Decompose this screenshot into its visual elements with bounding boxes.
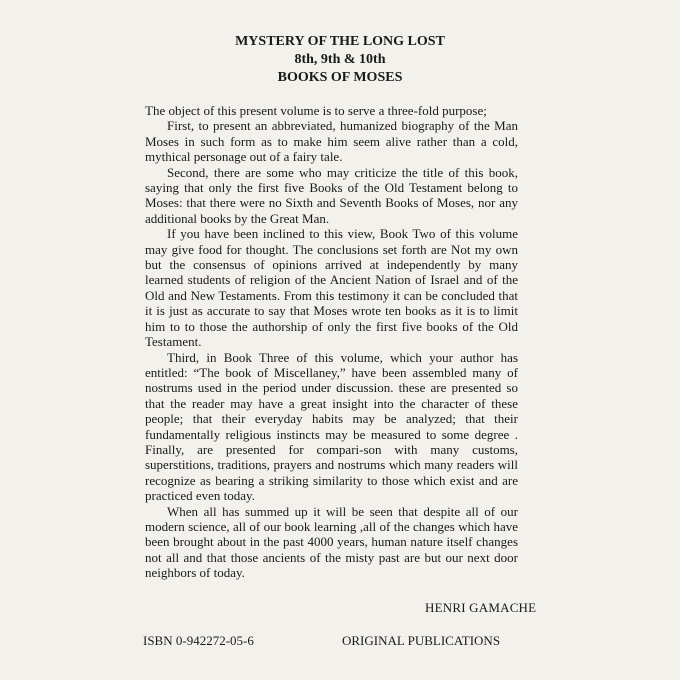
- paragraph: Third, in Book Three of this volume, which your author has entitled: “The book of Miscellaney,” have been assembled many of nostrums used in the period under discussion. these are presented so that the reader may have a great insight into the character of these people; that their everyday habits may be analyzed; that their fundamentally religious instincts may be measured to some degree . Finally, are presented for compari-son with many customs, superstitions, traditions, prayers and nostrums which many readers will recognize as bearing a striking similarity to those which exist and are practiced even today.: [145, 349, 518, 504]
- paragraph: If you have been inclined to this view, Book Two of this volume may give food for thought. The conclusions set forth are Not my own but the consensus of opinions arrived at independently by many learned students of religion of the Ancient Nation of Israel and of the Old and New Testaments. From this testimony it can be concluded that it is just as accurate to say that Moses wrote ten books as it is to limit him to to those the authorship of only the first five books of the Old Testament.: [145, 226, 518, 350]
- paragraph: When all has summed up it will be seen that despite all of our modern science, all of our book learning ,all of the changes which have been brought about in the past 4000 years, human nature itself changes not all and that those ancients of the misty past are but our next door neighbors of today.: [145, 503, 518, 581]
- author-signature: HENRI GAMACHE: [425, 600, 537, 615]
- paragraph: The object of this present volume is to serve a three-fold purpose;: [145, 103, 487, 118]
- paragraph: Second, there are some who may criticize the title of this book, saying that only the first five Books of the Old Testament belong to Moses: that there were no Sixth and Seventh Books of Moses, nor any additional books by the Great Man.: [145, 164, 518, 226]
- title-line-2: 8th, 9th & 10th: [294, 52, 386, 67]
- title-line-1: MYSTERY OF THE LONG LOST: [235, 34, 445, 49]
- paragraph: First, to present an abbreviated, humanized biography of the Man Moses in such form as to make him seem alive rather than a cold, mythical personage out of a fairy tale.: [145, 118, 518, 165]
- book-title: [0, 33, 680, 87]
- publisher-name: ORIGINAL PUBLICATIONS: [342, 633, 501, 648]
- isbn-number: ISBN 0-942272-05-6: [143, 633, 254, 648]
- body-text: [145, 103, 518, 581]
- title-line-3: BOOKS OF MOSES: [277, 70, 403, 85]
